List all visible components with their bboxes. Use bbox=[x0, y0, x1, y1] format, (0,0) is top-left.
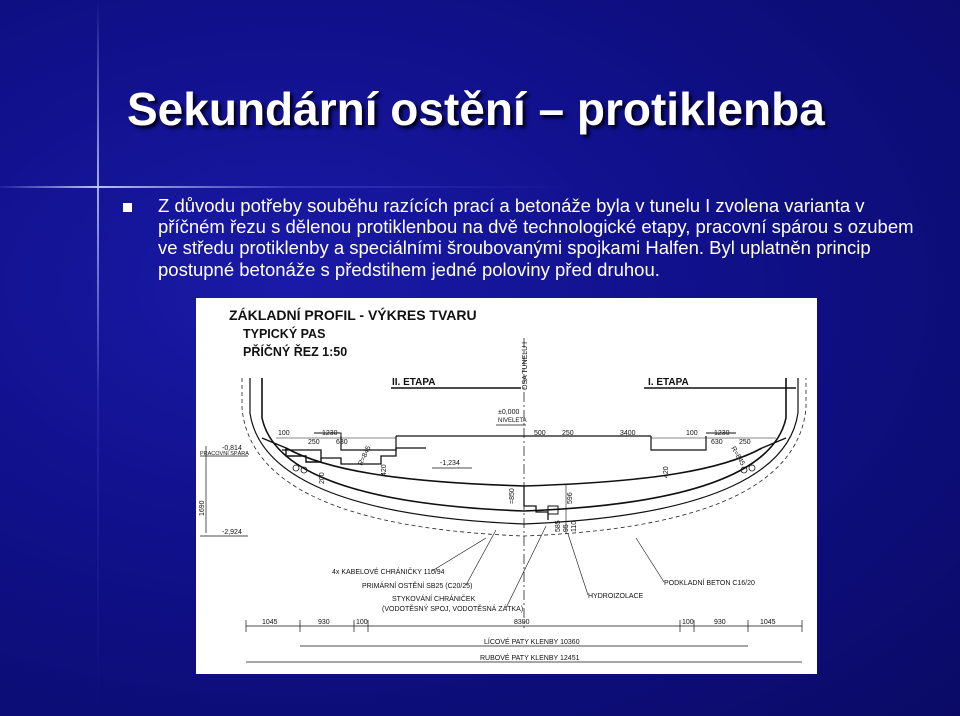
label-rough: RUBOVÉ PATY KLENBY 12451 bbox=[480, 655, 580, 662]
leader-cables bbox=[432, 538, 486, 571]
dim-b-100-right: 100 bbox=[682, 619, 694, 626]
level-top-sub: NIVELETA bbox=[498, 418, 527, 424]
dim-left-c: 250 bbox=[308, 439, 320, 446]
label-face: LÍCOVÉ PATY KLENBY 10360 bbox=[484, 639, 580, 646]
radius-right: R=845 bbox=[729, 445, 746, 468]
level-left-1: -0,814 bbox=[222, 445, 242, 452]
dim-b-930-right: 930 bbox=[714, 619, 726, 626]
level-left-1-sub: PRACOVNÍ SPÁRA bbox=[200, 451, 249, 457]
leader-primary bbox=[466, 530, 496, 585]
dim-right-d: 250 bbox=[739, 439, 751, 446]
right-footing-edge bbox=[762, 438, 786, 448]
dim-right-c: 630 bbox=[711, 439, 723, 446]
cable-duct bbox=[749, 465, 755, 471]
etapa-right-label: I. ETAPA bbox=[648, 377, 689, 388]
dim-95: 95 bbox=[563, 524, 570, 532]
dim-850: =850 bbox=[509, 488, 516, 504]
dim-right-b: 1230 bbox=[714, 430, 730, 437]
label-primary: PRIMÁRNÍ OSTĚNÍ SB25 (C20/25) bbox=[362, 583, 473, 590]
bullet-text: Z důvodu potřeby souběhu razících prací a betonáže byla v tunelu I zvolena varianta v příčném řezu s dělenou protiklenbou na dvě technologické etapy, pracovní spárou s ozubem ve středu protiklenby a speciálními šroubovanými spojkami Halfen. Byl uplatněn princip postupné betonáže s předstihem jedné poloviny před druhou. bbox=[158, 195, 914, 280]
bullet-square-icon bbox=[123, 203, 132, 212]
dim-110: 110 bbox=[571, 520, 578, 532]
label-joint-2: (VODOTĚSNÝ SPOJ, VODOTĚSNÁ ZÁTKA) bbox=[382, 606, 524, 613]
flare-horizontal bbox=[0, 186, 960, 188]
dim-mid-b: 250 bbox=[562, 430, 574, 437]
dim-right-a: 100 bbox=[686, 430, 698, 437]
dim-420-left: 420 bbox=[381, 464, 388, 476]
label-cables: 4x KABELOVÉ CHRÁNIČKY 110/94 bbox=[332, 569, 445, 576]
label-hydro: HYDROIZOLACE bbox=[588, 593, 644, 600]
dim-b-1045-right: 1045 bbox=[760, 619, 776, 626]
centre-joint bbox=[524, 486, 548, 520]
drawing-scale: PŘÍČNÝ ŘEZ 1:50 bbox=[243, 345, 348, 359]
drawing-heading: ZÁKLADNÍ PROFIL - VÝKRES TVARU bbox=[229, 307, 477, 323]
dim-b-8300: 8300 bbox=[514, 619, 530, 626]
leader-hydro bbox=[568, 534, 588, 595]
dim-596: 596 bbox=[567, 492, 574, 504]
technical-drawing bbox=[196, 298, 817, 674]
tunnel-axis-label: OSA TUNELU I bbox=[522, 341, 529, 390]
level-top: ±0,000 bbox=[498, 409, 520, 416]
slide-title: Sekundární ostění – protiklenba bbox=[127, 83, 825, 135]
label-concrete: PODKLADNÍ BETON C16/20 bbox=[664, 580, 755, 587]
drawing-subheading: TYPICKÝ PAS bbox=[243, 327, 326, 341]
dim-b-1045-left: 1045 bbox=[262, 619, 278, 626]
dim-mid-a: 500 bbox=[534, 430, 546, 437]
cross-section-svg bbox=[196, 298, 817, 674]
dim-left-d: 630 bbox=[336, 439, 348, 446]
etapa-left-label: II. ETAPA bbox=[392, 377, 436, 388]
dim-585: 585 bbox=[555, 520, 562, 532]
cable-duct bbox=[293, 465, 299, 471]
level-mid: -1,234 bbox=[440, 460, 460, 467]
leader-joint bbox=[506, 526, 546, 608]
dim-left-a: 100 bbox=[278, 430, 290, 437]
dim-b-930-left: 930 bbox=[318, 619, 330, 626]
dim-b-100-left: 100 bbox=[356, 619, 368, 626]
dim-420-right: 420 bbox=[663, 466, 670, 478]
dim-left-b: 1230 bbox=[322, 430, 338, 437]
radius-left: R=845 bbox=[357, 445, 373, 467]
flare-vertical bbox=[97, 0, 99, 716]
label-joint-1: STYKOVÁNÍ CHRÁNIČEK bbox=[392, 596, 476, 603]
leader-concrete bbox=[636, 538, 664, 582]
dim-left-height: 1690 bbox=[199, 500, 206, 516]
dim-200: 200 bbox=[319, 472, 326, 484]
level-left-2: -2,924 bbox=[222, 529, 242, 536]
dim-mid-c: 3400 bbox=[620, 430, 636, 437]
